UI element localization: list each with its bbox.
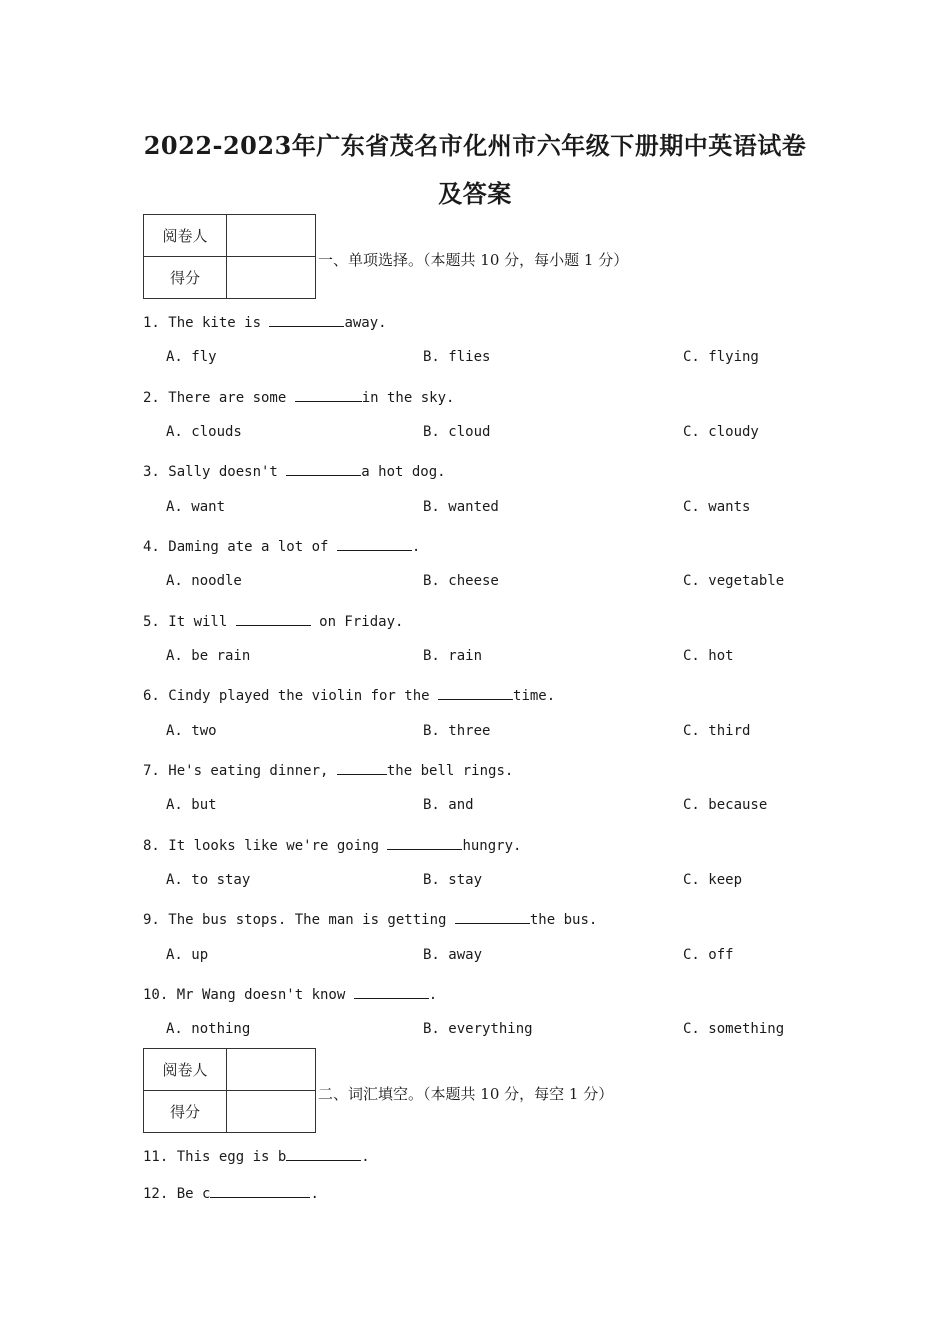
score-field[interactable] bbox=[227, 1091, 316, 1133]
reviewer-label: 阅卷人 bbox=[144, 215, 227, 257]
question-7: 7. He's eating dinner, the bell rings. bbox=[143, 760, 513, 779]
option-b[interactable]: B. everything bbox=[423, 1021, 533, 1037]
option-a[interactable]: A. clouds bbox=[166, 424, 242, 440]
option-b[interactable]: B. rain bbox=[423, 648, 483, 664]
option-c[interactable]: C. off bbox=[683, 947, 734, 963]
option-a[interactable]: A. two bbox=[166, 723, 217, 739]
section2-heading: 二、词汇填空。（本题共 10 分，每空 1 分） bbox=[318, 1085, 614, 1103]
option-b[interactable]: B. and bbox=[423, 797, 474, 813]
answer-blank[interactable] bbox=[210, 1183, 310, 1198]
option-a[interactable]: A. fly bbox=[166, 349, 217, 365]
score-label: 得分 bbox=[144, 257, 227, 299]
option-b[interactable]: B. cheese bbox=[423, 573, 499, 589]
option-b[interactable]: B. three bbox=[423, 723, 491, 739]
answer-blank[interactable] bbox=[387, 835, 462, 850]
score-box-section2 bbox=[143, 1048, 316, 1133]
answer-blank[interactable] bbox=[438, 685, 513, 700]
option-c[interactable]: C. vegetable bbox=[683, 573, 785, 589]
document-title-line2: 及答案 bbox=[438, 179, 512, 208]
reviewer-label: 阅卷人 bbox=[144, 1049, 227, 1091]
option-c[interactable]: C. hot bbox=[683, 648, 734, 664]
question-11: 11. This egg is b . bbox=[143, 1146, 370, 1165]
option-c[interactable]: C. something bbox=[683, 1021, 785, 1037]
option-a[interactable]: A. but bbox=[166, 797, 217, 813]
option-a[interactable]: A. be rain bbox=[166, 648, 251, 664]
option-b[interactable]: B. stay bbox=[423, 872, 483, 888]
answer-blank[interactable] bbox=[354, 984, 429, 999]
document-title-line1: 2022-2023年广东省茂名市化州市六年级下册期中英语试卷 bbox=[143, 131, 807, 160]
question-5: 5. It will on Friday. bbox=[143, 611, 403, 630]
option-b[interactable]: B. away bbox=[423, 947, 483, 963]
question-9: 9. The bus stops. The man is getting the bus. bbox=[143, 909, 597, 928]
question-3: 3. Sally doesn't a hot dog. bbox=[143, 461, 446, 480]
option-a[interactable]: A. noodle bbox=[166, 573, 242, 589]
option-c[interactable]: C. third bbox=[683, 723, 751, 739]
option-c[interactable]: C. wants bbox=[683, 499, 751, 515]
question-8: 8. It looks like we're going hungry. bbox=[143, 835, 521, 854]
option-b[interactable]: B. cloud bbox=[423, 424, 491, 440]
question-2: 2. There are some in the sky. bbox=[143, 387, 454, 406]
answer-blank[interactable] bbox=[337, 760, 387, 775]
option-c[interactable]: C. flying bbox=[683, 349, 759, 365]
option-a[interactable]: A. to stay bbox=[166, 872, 251, 888]
answer-blank[interactable] bbox=[236, 611, 311, 626]
reviewer-field[interactable] bbox=[227, 215, 316, 257]
question-4: 4. Daming ate a lot of . bbox=[143, 536, 420, 555]
option-c[interactable]: C. cloudy bbox=[683, 424, 759, 440]
answer-blank[interactable] bbox=[337, 536, 412, 551]
option-b[interactable]: B. flies bbox=[423, 349, 491, 365]
score-box-section1 bbox=[143, 214, 316, 299]
answer-blank[interactable] bbox=[286, 1146, 361, 1161]
score-field[interactable] bbox=[227, 257, 316, 299]
option-a[interactable]: A. up bbox=[166, 947, 209, 963]
option-b[interactable]: B. wanted bbox=[423, 499, 499, 515]
reviewer-field[interactable] bbox=[227, 1049, 316, 1091]
option-c[interactable]: C. because bbox=[683, 797, 768, 813]
question-6: 6. Cindy played the violin for the time. bbox=[143, 685, 555, 704]
answer-blank[interactable] bbox=[269, 312, 344, 327]
option-c[interactable]: C. keep bbox=[683, 872, 743, 888]
answer-blank[interactable] bbox=[295, 387, 362, 402]
option-a[interactable]: A. nothing bbox=[166, 1021, 251, 1037]
answer-blank[interactable] bbox=[286, 461, 361, 476]
section1-heading: 一、单项选择。（本题共 10 分，每小题 1 分） bbox=[318, 251, 629, 269]
question-1: 1. The kite is away. bbox=[143, 312, 387, 331]
answer-blank[interactable] bbox=[455, 909, 530, 924]
score-label: 得分 bbox=[144, 1091, 227, 1133]
question-10: 10. Mr Wang doesn't know . bbox=[143, 984, 437, 1003]
option-a[interactable]: A. want bbox=[166, 499, 226, 515]
question-12: 12. Be c . bbox=[143, 1183, 319, 1202]
